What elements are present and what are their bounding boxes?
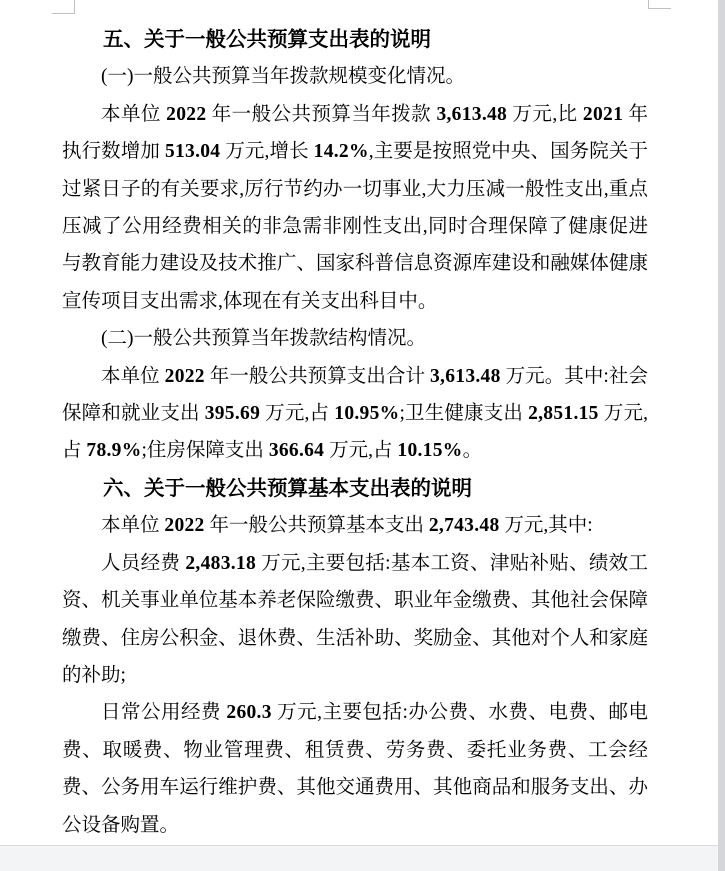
paragraph-subheading-1: (一)一般公共预算当年拨款规模变化情况。: [101, 66, 465, 88]
paragraph-budget-scale-change: 本单位 2022 年一般公共预算当年拨款 3,613.48 万元,比 2021 年执行数增加 513.04 万元,增长 14.2%,主要是按照党中央、国务院关于过紧日子的有关要求,厉行节约办一切事业,大力压减一般性支出,重点压减了公用经费相关的非急需非刚性支出,同时合理保障了健康促进与教育能力建设及技术推广、国家科普信息资源库建设和融媒体健康宣传项目支出需求,体现在有关支出科目中。: [62, 103, 648, 312]
paragraph-subheading-2: (二)一般公共预算当年拨款结构情况。: [101, 328, 426, 350]
text-boundary-mark-top-right: [648, 0, 671, 9]
paragraph-basic-expenditure-total: 本单位 2022 年一般公共预算基本支出 2,743.48 万元,其中:: [101, 515, 593, 537]
text-boundary-mark-top-left: [52, 0, 75, 14]
app-background-right-edge: [718, 0, 725, 871]
paragraph-budget-structure: 本单位 2022 年一般公共预算支出合计 3,613.48 万元。其中:社会保障和就业支出 395.69 万元,占 10.95%;卫生健康支出 2,851.15 万元,占 78.9%;住房保障支出 366.64 万元,占 10.15%。: [62, 365, 648, 462]
paragraph-daily-public-funds: 日常公用经费 260.3 万元,主要包括:办公费、水费、电费、邮电费、取暖费、物业管理费、租赁费、劳务费、委托业务费、工会经费、公务用车运行维护费、其他交通费用、其他商品和服务支出、办公设备购置。: [62, 702, 648, 836]
paragraph-personnel-funds: 人员经费 2,483.18 万元,主要包括:基本工资、津贴补贴、绩效工资、机关事业单位基本养老保险缴费、职业年金缴费、其他社会保障缴费、住房公积金、退休费、生活补助、奖励金、其他对个人和家庭的补助;: [62, 552, 648, 686]
section-heading-6: 六、关于一般公共预算基本支出表的说明: [103, 476, 472, 500]
document-content: [62, 21, 648, 844]
section-heading-5: 五、关于一般公共预算支出表的说明: [103, 28, 431, 51]
